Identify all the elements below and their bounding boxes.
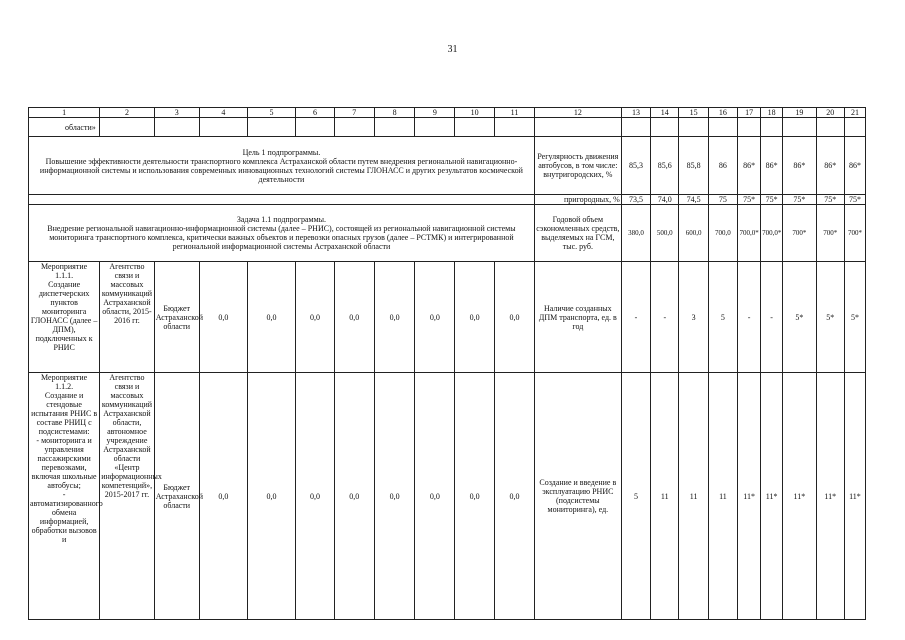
task-value: 600,0 [679, 205, 708, 262]
indicator-value: 5 [621, 373, 650, 620]
finance-value: 0,0 [455, 262, 495, 373]
goal-row [29, 137, 866, 195]
column-number: 16 [708, 108, 737, 118]
goal-value-2: 75* [816, 195, 844, 205]
indicator-value: 11 [679, 373, 708, 620]
goal-value: 86* [761, 137, 783, 195]
measure-name: Мероприятие 1.1.2. Создание и стендовые испытания РНИС в составе РНИЦ с подсистемами: - мониторинга и управления пассажирскими перевозками, включая школьные автобусы; - автоматизированного обмена информацией, обработки вызовов и [29, 373, 100, 620]
indicator-value: 5* [783, 262, 817, 373]
measure-indicator: Наличие созданных ДПМ транспорта, ед. в год [534, 262, 621, 373]
task-value: 700,0* [738, 205, 761, 262]
goal-value-2: 73,5 [621, 195, 650, 205]
column-number: 20 [816, 108, 844, 118]
column-number: 21 [844, 108, 865, 118]
goal-text: Повышение эффективности деятельности транспортного комплекса Астраханской области путем внедрения региональной навигационно-информационной системы и использования современных инновационных технологий системы ГЛОНАСС и других результатов космической деятельности [39, 156, 523, 184]
indicator-value: 11 [651, 373, 679, 620]
goal-value-2: 75 [708, 195, 737, 205]
task-cell [29, 205, 535, 262]
prev-row [29, 118, 866, 137]
indicator-value: 11* [783, 373, 817, 620]
column-number: 8 [374, 108, 415, 118]
task-value: 700,0 [708, 205, 737, 262]
task-value: 700* [816, 205, 844, 262]
column-number: 19 [783, 108, 817, 118]
column-number-row [29, 108, 866, 118]
indicator-value: 5* [816, 262, 844, 373]
prev-row-text: области» [29, 118, 100, 137]
goal-cell [29, 137, 535, 195]
column-number: 13 [621, 108, 650, 118]
column-number: 7 [334, 108, 374, 118]
finance-value: 0,0 [334, 262, 374, 373]
goal-title: Цель 1 подпрограммы. [242, 147, 321, 157]
goal-indicator: Регулярность движения автобусов, в том числе: внутригородских, % [534, 137, 621, 195]
measure-source: Бюджет Астраханской области [154, 373, 199, 620]
goal-value: 85,3 [621, 137, 650, 195]
task-value: 380,0 [621, 205, 650, 262]
measure-executor: Агентство связи и массовых коммуникаций Астраханской области, автономное учреждение Астраханской области «Центр информационных компетенций», 2015-2017 гг. [100, 373, 154, 620]
column-number: 15 [679, 108, 708, 118]
indicator-value: 11* [844, 373, 865, 620]
measure-indicator: Создание и введение в эксплуатацию РНИС (подсистемы мониторинга), ед. [534, 373, 621, 620]
column-number: 17 [738, 108, 761, 118]
goal-value: 86 [708, 137, 737, 195]
column-number: 3 [154, 108, 199, 118]
indicator-value: 11* [738, 373, 761, 620]
goal-value-2: 74,5 [679, 195, 708, 205]
indicator-value: 11* [816, 373, 844, 620]
task-value: 500,0 [651, 205, 679, 262]
finance-value: 0,0 [455, 373, 495, 620]
task-value: 700* [844, 205, 865, 262]
finance-value: 0,0 [296, 262, 335, 373]
goal-value-2: 75* [761, 195, 783, 205]
column-number: 2 [100, 108, 154, 118]
finance-value: 0,0 [415, 373, 455, 620]
column-number: 4 [199, 108, 247, 118]
goal-value: 86* [844, 137, 865, 195]
program-table [28, 107, 866, 620]
indicator-value: - [621, 262, 650, 373]
finance-value: 0,0 [199, 262, 247, 373]
finance-value: 0,0 [495, 262, 535, 373]
task-value: 700* [783, 205, 817, 262]
finance-value: 0,0 [374, 262, 415, 373]
goal-value-2: 75* [844, 195, 865, 205]
column-number: 9 [415, 108, 455, 118]
column-number: 5 [247, 108, 295, 118]
indicator-value: 5 [708, 262, 737, 373]
indicator-value: - [738, 262, 761, 373]
task-row [29, 205, 866, 262]
measure-row [29, 373, 866, 620]
finance-value: 0,0 [296, 373, 335, 620]
goal-indicator-2: пригородных, % [534, 195, 621, 205]
column-number: 12 [534, 108, 621, 118]
task-text: Внедрение региональной навигационно-информационной системы (далее – РНИС), состоящей из региональной навигационной системы мониторинга транспортного комплекса, критически важных объектов и перевозки опасных грузов (далее – РСТМК) и интегрированной региональной информационной системы Астраханской области [47, 224, 516, 251]
indicator-value: - [761, 262, 783, 373]
column-number: 6 [296, 108, 335, 118]
column-number: 18 [761, 108, 783, 118]
finance-value: 0,0 [334, 373, 374, 620]
finance-value: 0,0 [374, 373, 415, 620]
page-number: 31 [447, 44, 458, 55]
finance-value: 0,0 [247, 373, 295, 620]
task-value: 700,0* [761, 205, 783, 262]
goal-value-2: 75* [783, 195, 817, 205]
task-indicator: Годовой объем сэкономленных средств, выделяемых на ГСМ, тыс. руб. [534, 205, 621, 262]
measure-name: Мероприятие 1.1.1. Создание диспетчерских пунктов мониторинга ГЛОНАСС (далее – ДПМ), подключенных к РНИС [29, 262, 100, 373]
indicator-value: 5* [844, 262, 865, 373]
column-number: 14 [651, 108, 679, 118]
goal-value: 86* [816, 137, 844, 195]
task-title: Задача 1.1 подпрограммы. [236, 215, 327, 224]
measure-row [29, 262, 866, 373]
goal-row-2 [29, 195, 866, 205]
column-number: 10 [455, 108, 495, 118]
measure-executor: Агентство связи и массовых коммуникаций Астраханской области, 2015-2016 гг. [100, 262, 154, 373]
indicator-value: 11 [708, 373, 737, 620]
goal-value: 86* [738, 137, 761, 195]
goal-value-2: 75* [738, 195, 761, 205]
goal-value: 85,6 [651, 137, 679, 195]
finance-value: 0,0 [495, 373, 535, 620]
indicator-value: 3 [679, 262, 708, 373]
measure-source: Бюджет Астраханской области [154, 262, 199, 373]
indicator-value: 11* [761, 373, 783, 620]
column-number: 11 [495, 108, 535, 118]
goal-value-2: 74,0 [651, 195, 679, 205]
goal-value: 86* [783, 137, 817, 195]
column-number: 1 [29, 108, 100, 118]
indicator-value: - [651, 262, 679, 373]
finance-value: 0,0 [199, 373, 247, 620]
finance-value: 0,0 [415, 262, 455, 373]
finance-value: 0,0 [247, 262, 295, 373]
goal-value: 85,8 [679, 137, 708, 195]
